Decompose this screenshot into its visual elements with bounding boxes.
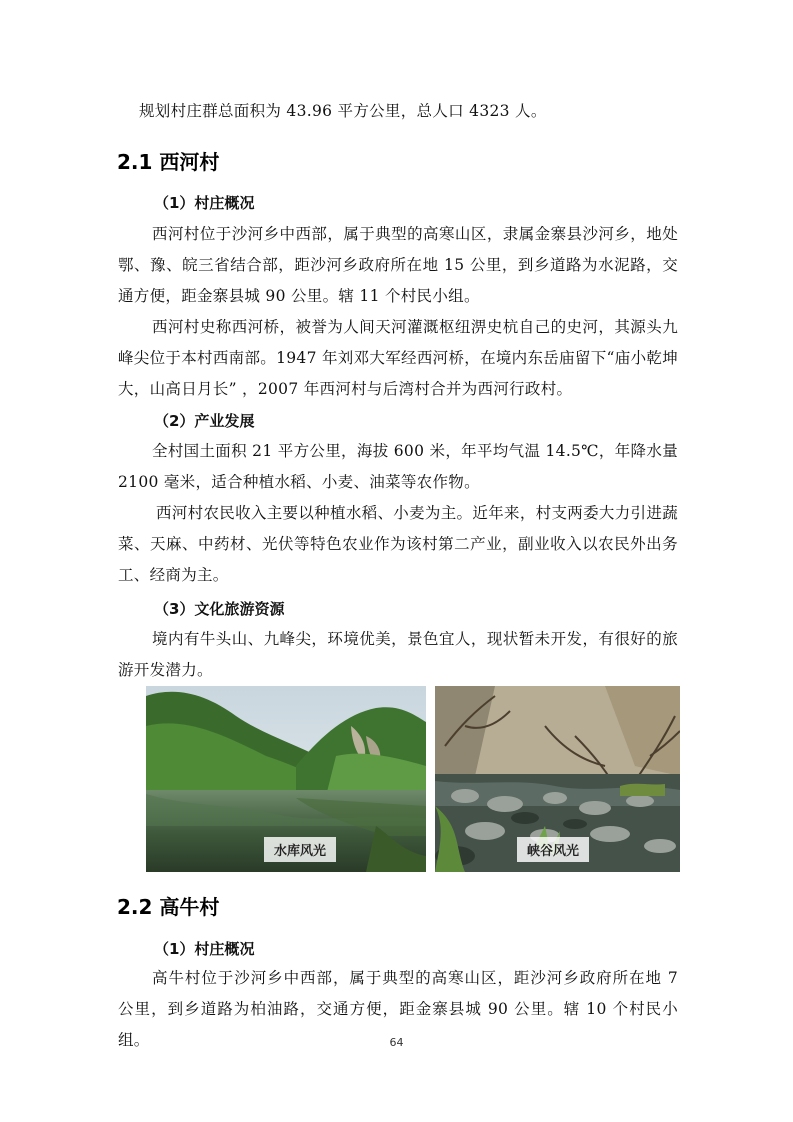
photo-gorge <box>435 686 680 872</box>
caption-reservoir: 水库风光 <box>264 837 336 862</box>
intro-paragraph: 规划村庄群总面积为 43.96 平方公里，总人口 4323 人。 <box>139 102 547 120</box>
paragraph-xihe-industry-2: 西河村农民收入主要以种植水稻、小麦为主。近年来，村支两委大力引进蔬菜、天麻、中药材、光伏等特色农业作为该村第二产业，副业收入以农民外出务工、经商为主。 <box>118 504 678 584</box>
paragraph-xihe-tourism: 境内有牛头山、九峰尖，环境优美，景色宜人，现状暂未开发，有很好的旅游开发潜力。 <box>118 630 678 679</box>
section-title-gaoniu: 2.2 高牛村 <box>117 895 220 919</box>
paragraph-xihe-industry-1: 全村国土面积 21 平方公里，海拔 600 米，年平均气温 14.5℃，年降水量 2100 毫米，适合种植水稻、小麦、油菜等农作物。 <box>118 442 678 491</box>
subsection-title-overview: （1）村庄概况 <box>154 194 255 212</box>
subsection-title-tourism: （3）文化旅游资源 <box>154 600 285 618</box>
paragraph-xihe-overview-2: 西河村史称西河桥，被誉为人间天河灌溉枢纽淠史杭自己的史河，其源头九峰尖位于本村西南部。1947 年刘邓大军经西河桥，在境内东岳庙留下“庙小乾坤大，山高日月长” ，2007 年西河村与后湾村合并为西河行政村。 <box>118 318 678 398</box>
page-number: 64 <box>389 1036 404 1049</box>
section-title-xihe: 2.1 西河村 <box>117 150 220 174</box>
subsection-title-industry: （2）产业发展 <box>154 412 255 430</box>
photo-reservoir <box>146 686 426 872</box>
paragraph-xihe-overview-1: 西河村位于沙河乡中西部，属于典型的高寒山区，隶属金寨县沙河乡，地处鄂、豫、皖三省结合部，距沙河乡政府所在地 15 公里，到乡道路为水泥路，交通方便，距金寨县城 90 公里。辖 11 个村民小组。 <box>118 225 678 305</box>
caption-gorge: 峡谷风光 <box>517 837 589 862</box>
subsection-title-gaoniu-overview: （1）村庄概况 <box>154 940 255 958</box>
paragraph-gaoniu-overview: 高牛村位于沙河乡中西部，属于典型的高寒山区，距沙河乡政府所在地 7 公里，到乡道路为柏油路，交通方便，距金寨县城 90 公里。辖 10 个村民小组。 <box>118 969 678 1049</box>
